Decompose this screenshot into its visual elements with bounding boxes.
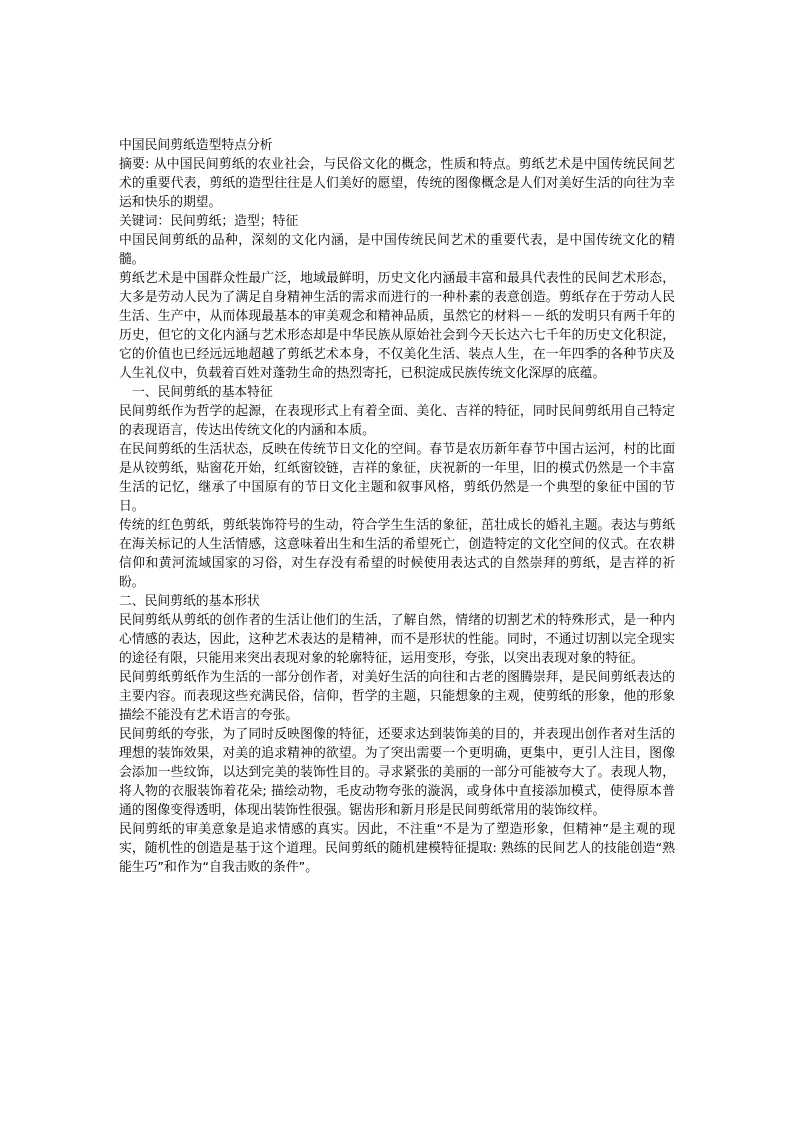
keywords-line: 关键词：民间剪纸；造型；特征: [119, 214, 299, 229]
section-heading: 一、民间剪纸的基本特征: [132, 385, 273, 400]
document-page: [119, 136, 675, 877]
body-paragraph: 民间剪纸作为哲学的起源，在表现形式上有着全面、美化、吉祥的特征，同时民间剪纸用自己特定的表现语言，传达出传统文化的内涵和本质。: [119, 404, 675, 438]
intro-paragraph: 剪纸艺术是中国群众性最广泛，地域最鲜明，历史文化内涵最丰富和最具代表性的民间艺术形态，大多是劳动人民为了满足自身精神生活的需求而进行的一种朴素的表意创造。剪纸存在于劳动人民生活、生产中，从而体现最基本的审美观念和精神品质，虽然它的材料－－纸的发明只有两千年的历史，但它的文化内涵与艺术形态却是中华民族从原始社会到今天长达六七千年的历史文化积淀，它的价值也已经远远地超越了剪纸艺术本身，不仅美化生活、装点人生，在一年四季的各种节庆及人生礼仪中，负载着百姓对蓬勃生命的热烈寄托，已积淀成民族传统文化深厚的底蕴。: [119, 271, 675, 381]
body-paragraph: 民间剪纸从剪纸的创作者的生活让他们的生活，了解自然，情绪的切割艺术的特殊形式，是一种内心情感的表达，因此，这种艺术表达的是精神，而不是形状的性能。同时，不通过切割以完全现实的途径有限，只能用来突出表现对象的轮廓特征，运用变形，夸张，以突出表现对象的特征。: [119, 613, 675, 666]
abstract-paragraph: 摘要: 从中国民间剪纸的农业社会，与民俗文化的概念，性质和特点。剪纸艺术是中国传统民间艺术的重要代表，剪纸的造型往往是人们美好的愿望，传统的图像概念是人们对美好生活的向往为幸运和快乐的期望。: [119, 157, 675, 210]
body-paragraph: 在民间剪纸的生活状态，反映在传统节日文化的空间。春节是农历新年春节中国古运河，村的比面是从铰剪纸，贴窗花开始，红纸窗铰链，吉祥的象征，庆祝新的一年里，旧的模式仍然是一个丰富生活的记忆，继承了中国原有的节日文化主题和叙事风格，剪纸仍然是一个典型的象征中国的节日。: [119, 442, 675, 514]
intro-paragraph: 中国民间剪纸的品种，深刻的文化内涵，是中国传统民间艺术的重要代表，是中国传统文化的精髓。: [119, 233, 675, 267]
document-title: 中国民间剪纸造型特点分析: [119, 138, 273, 153]
body-paragraph: 民间剪纸剪纸作为生活的一部分创作者，对美好生活的向往和古老的图腾崇拜，是民间剪纸表达的主要内容。而表现这些充满民俗，信仰，哲学的主题，只能想象的主观，使剪纸的形象，他的形象描绘不能没有艺术语言的夸张。: [119, 670, 675, 723]
body-paragraph: 民间剪纸的夸张，为了同时反映图像的特征，还要求达到装饰美的目的，并表现出创作者对生活的理想的装饰效果，对美的追求精神的欲望。为了突出需要一个更明确，更集中，更引人注目，图像会添加一些纹饰，以达到完美的装饰性目的。寻求紧张的美丽的一部分可能被夸大了。表现人物，将人物的衣服装饰着花朵; 描绘动物，毛皮动物夸张的漩涡，或身体中直接添加模式，使得原本普通的图像变得透明，体现出装饰性很强。锯齿形和新月形是民间剪纸常用的装饰纹样。: [119, 727, 675, 818]
body-paragraph: 民间剪纸的审美意象是追求情感的真实。因此，不注重“不是为了塑造形象，但精神”是主观的现实，随机性的创造是基于这个道理。民间剪纸的随机建模特征提取: 熟练的民间艺人的技能创造“熟能生巧”和作为“自我击败的条件”。: [119, 822, 675, 875]
body-paragraph: 传统的红色剪纸，剪纸装饰符号的生动，符合学生生活的象征，茁壮成长的婚礼主题。表达与剪纸在海关标记的人生活情感，这意味着出生和生活的希望死亡，创造特定的文化空间的仪式。在农耕信仰和黄河流域国家的习俗，对生存没有希望的时候使用表达式的自然崇拜的剪纸，是吉祥的祈盼。: [119, 518, 675, 590]
section-heading: 二、民间剪纸的基本形状: [119, 594, 260, 609]
